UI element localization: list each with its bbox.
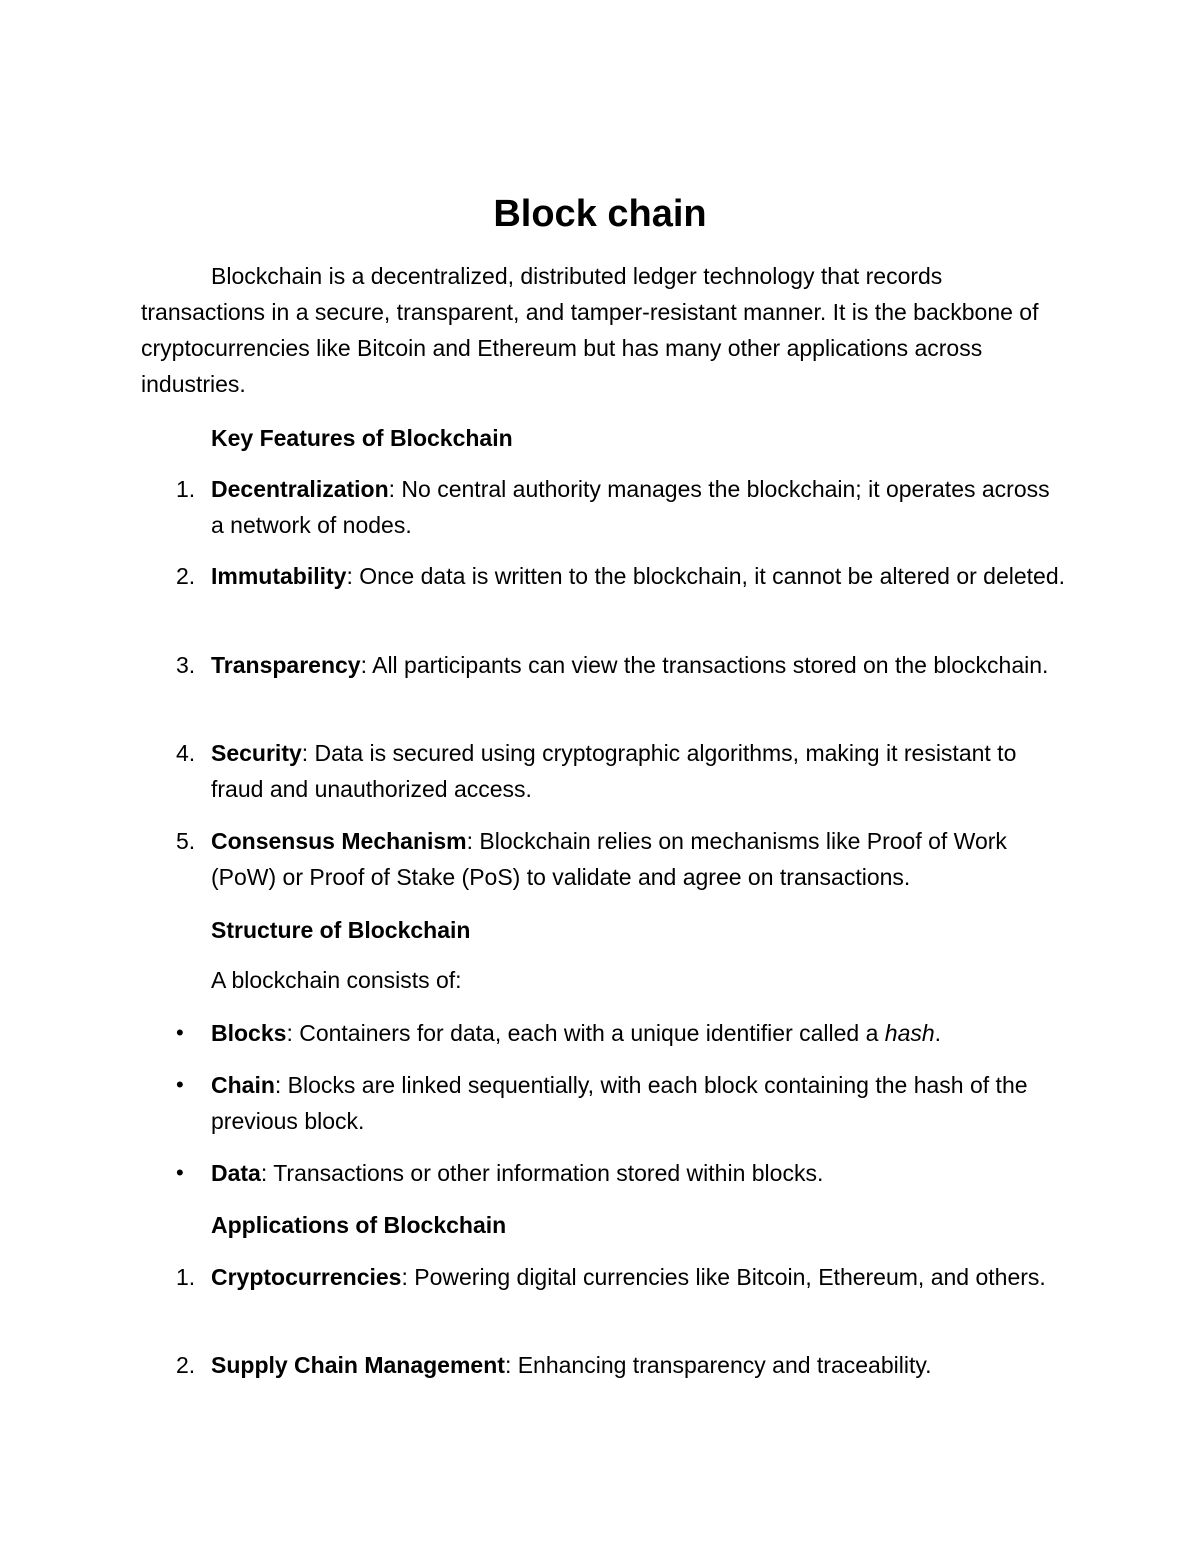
application-term: Cryptocurrencies xyxy=(211,1264,402,1290)
list-number: 4. xyxy=(176,740,196,766)
structure-emphasis: hash xyxy=(884,1020,935,1046)
structure-text: : Containers for data, each with a unique identifier called a xyxy=(286,1020,885,1046)
bullet-marker: • xyxy=(176,1020,184,1045)
structure-text: : Transactions or other information stored within blocks. xyxy=(260,1160,824,1186)
feature-text: : No central authority manages the blockchain; it operates across a network of nodes. xyxy=(211,476,1050,538)
structure-text: : Blocks are linked sequentially, with each block containing the hash of the previous block. xyxy=(211,1072,1028,1134)
structure-lead: A blockchain consists of: xyxy=(211,967,462,993)
feature-text: : Data is secured using cryptographic algorithms, making it resistant to fraud and unauthorized access. xyxy=(211,740,1017,802)
key-feature-item xyxy=(176,471,1066,543)
structure-term: Blocks xyxy=(211,1020,287,1046)
application-item xyxy=(176,1259,1066,1295)
bullet-marker: • xyxy=(176,1160,184,1185)
list-number: 2. xyxy=(176,1352,196,1378)
feature-term: Immutability xyxy=(211,563,347,589)
feature-term: Decentralization xyxy=(211,476,389,502)
structure-term: Data xyxy=(211,1160,261,1186)
feature-term: Consensus Mechanism xyxy=(211,828,467,854)
list-number: 3. xyxy=(176,652,196,678)
list-number: 1. xyxy=(176,1264,196,1290)
list-number: 2. xyxy=(176,563,196,589)
feature-text: : Blockchain relies on mechanisms like Proof of Work (PoW) or Proof of Stake (PoS) to validate and agree on transactions. xyxy=(211,828,1007,890)
feature-term: Transparency xyxy=(211,652,361,678)
structure-item xyxy=(176,1155,1066,1191)
applications-heading: Applications of Blockchain xyxy=(211,1212,507,1238)
key-feature-item xyxy=(176,735,1066,807)
structure-item xyxy=(176,1015,1066,1051)
structure-term: Chain xyxy=(211,1072,275,1098)
structure-heading: Structure of Blockchain xyxy=(211,917,471,943)
document-title: Block chain xyxy=(493,193,707,235)
feature-term: Security xyxy=(211,740,302,766)
list-number: 1. xyxy=(176,476,196,502)
key-feature-item xyxy=(176,647,1066,683)
application-item xyxy=(176,1347,1066,1383)
key-feature-item xyxy=(176,823,1066,895)
application-term: Supply Chain Management xyxy=(211,1352,505,1378)
bullet-marker: • xyxy=(176,1072,184,1097)
feature-text: : Once data is written to the blockchain, it cannot be altered or deleted. xyxy=(346,563,1066,589)
key-feature-item xyxy=(176,558,1066,594)
key-features-heading: Key Features of Blockchain xyxy=(211,425,513,451)
intro-paragraph: Blockchain is a decentralized, distributed ledger technology that records transactions in a secure, transparent, and tamper-resistant manner. It is the backbone of cryptocurrencies like Bitcoin and Ethereum but has many other applications across industries. xyxy=(141,263,1039,397)
feature-text: : All participants can view the transactions stored on the blockchain. xyxy=(360,652,1049,678)
structure-item xyxy=(176,1067,1066,1139)
list-number: 5. xyxy=(176,828,196,854)
application-text: : Powering digital currencies like Bitcoin, Ethereum, and others. xyxy=(401,1264,1046,1290)
application-text: : Enhancing transparency and traceability. xyxy=(504,1352,932,1378)
structure-tail: . xyxy=(934,1020,942,1046)
